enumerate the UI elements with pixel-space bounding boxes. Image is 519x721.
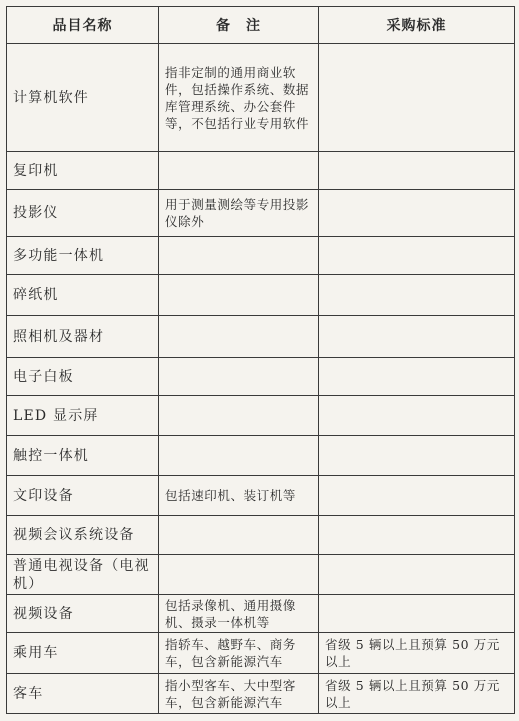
note-cell: 用于测量测绘等专用投影仪除外 bbox=[159, 190, 319, 237]
item-name-cell: 照相机及器材 bbox=[7, 316, 159, 358]
standard-cell bbox=[319, 516, 515, 555]
note-cell: 包括速印机、装订机等 bbox=[159, 476, 319, 516]
table-row bbox=[7, 316, 515, 358]
table-row bbox=[7, 237, 515, 275]
item-name-cell: 多功能一体机 bbox=[7, 237, 159, 275]
item-name-cell: 视频设备 bbox=[7, 595, 159, 633]
item-name-cell: LED 显示屏 bbox=[7, 396, 159, 436]
standard-cell bbox=[319, 190, 515, 237]
standard-cell bbox=[319, 316, 515, 358]
standard-cell bbox=[319, 237, 515, 275]
item-name-cell: 投影仪 bbox=[7, 190, 159, 237]
note-cell: 指非定制的通用商业软件，包括操作系统、数据库管理系统、办公套件等，不包括行业专用软件 bbox=[159, 44, 319, 152]
item-name-cell: 电子白板 bbox=[7, 358, 159, 396]
table-row bbox=[7, 555, 515, 595]
standard-cell: 省级 5 辆以上且预算 50 万元以上 bbox=[319, 674, 515, 714]
table-row bbox=[7, 476, 515, 516]
standard-cell bbox=[319, 476, 515, 516]
note-cell: 包括录像机、通用摄像机、摄录一体机等 bbox=[159, 595, 319, 633]
item-name-cell: 计算机软件 bbox=[7, 44, 159, 152]
item-name-cell: 视频会议系统设备 bbox=[7, 516, 159, 555]
note-cell bbox=[159, 358, 319, 396]
note-cell bbox=[159, 316, 319, 358]
note-cell bbox=[159, 555, 319, 595]
item-name-cell: 触控一体机 bbox=[7, 436, 159, 476]
standard-cell bbox=[319, 275, 515, 316]
item-name-cell: 文印设备 bbox=[7, 476, 159, 516]
standard-cell bbox=[319, 595, 515, 633]
note-cell bbox=[159, 516, 319, 555]
standard-cell bbox=[319, 358, 515, 396]
note-cell bbox=[159, 152, 319, 190]
table-row bbox=[7, 516, 515, 555]
note-cell bbox=[159, 275, 319, 316]
header-standard: 采购标准 bbox=[319, 7, 515, 44]
table-row bbox=[7, 396, 515, 436]
table-header-row bbox=[7, 7, 515, 44]
header-item-name: 品目名称 bbox=[7, 7, 159, 44]
table-row bbox=[7, 436, 515, 476]
standard-cell: 省级 5 辆以上且预算 50 万元以上 bbox=[319, 633, 515, 674]
note-cell bbox=[159, 237, 319, 275]
note-cell bbox=[159, 396, 319, 436]
table-row bbox=[7, 152, 515, 190]
table-row bbox=[7, 595, 515, 633]
note-cell bbox=[159, 436, 319, 476]
note-cell: 指轿车、越野车、商务车，包含新能源汽车 bbox=[159, 633, 319, 674]
standard-cell bbox=[319, 436, 515, 476]
standard-cell bbox=[319, 396, 515, 436]
procurement-standard-table bbox=[6, 6, 515, 714]
item-name-cell: 普通电视设备（电视机） bbox=[7, 555, 159, 595]
table-row bbox=[7, 44, 515, 152]
standard-cell bbox=[319, 44, 515, 152]
table-row bbox=[7, 275, 515, 316]
item-name-cell: 乘用车 bbox=[7, 633, 159, 674]
table-row bbox=[7, 190, 515, 237]
standard-cell bbox=[319, 152, 515, 190]
table-row bbox=[7, 674, 515, 714]
table-row bbox=[7, 358, 515, 396]
item-name-cell: 碎纸机 bbox=[7, 275, 159, 316]
item-name-cell: 客车 bbox=[7, 674, 159, 714]
item-name-cell: 复印机 bbox=[7, 152, 159, 190]
note-cell: 指小型客车、大中型客车，包含新能源汽车 bbox=[159, 674, 319, 714]
standard-cell bbox=[319, 555, 515, 595]
header-note: 备 注 bbox=[159, 7, 319, 44]
table-row bbox=[7, 633, 515, 674]
